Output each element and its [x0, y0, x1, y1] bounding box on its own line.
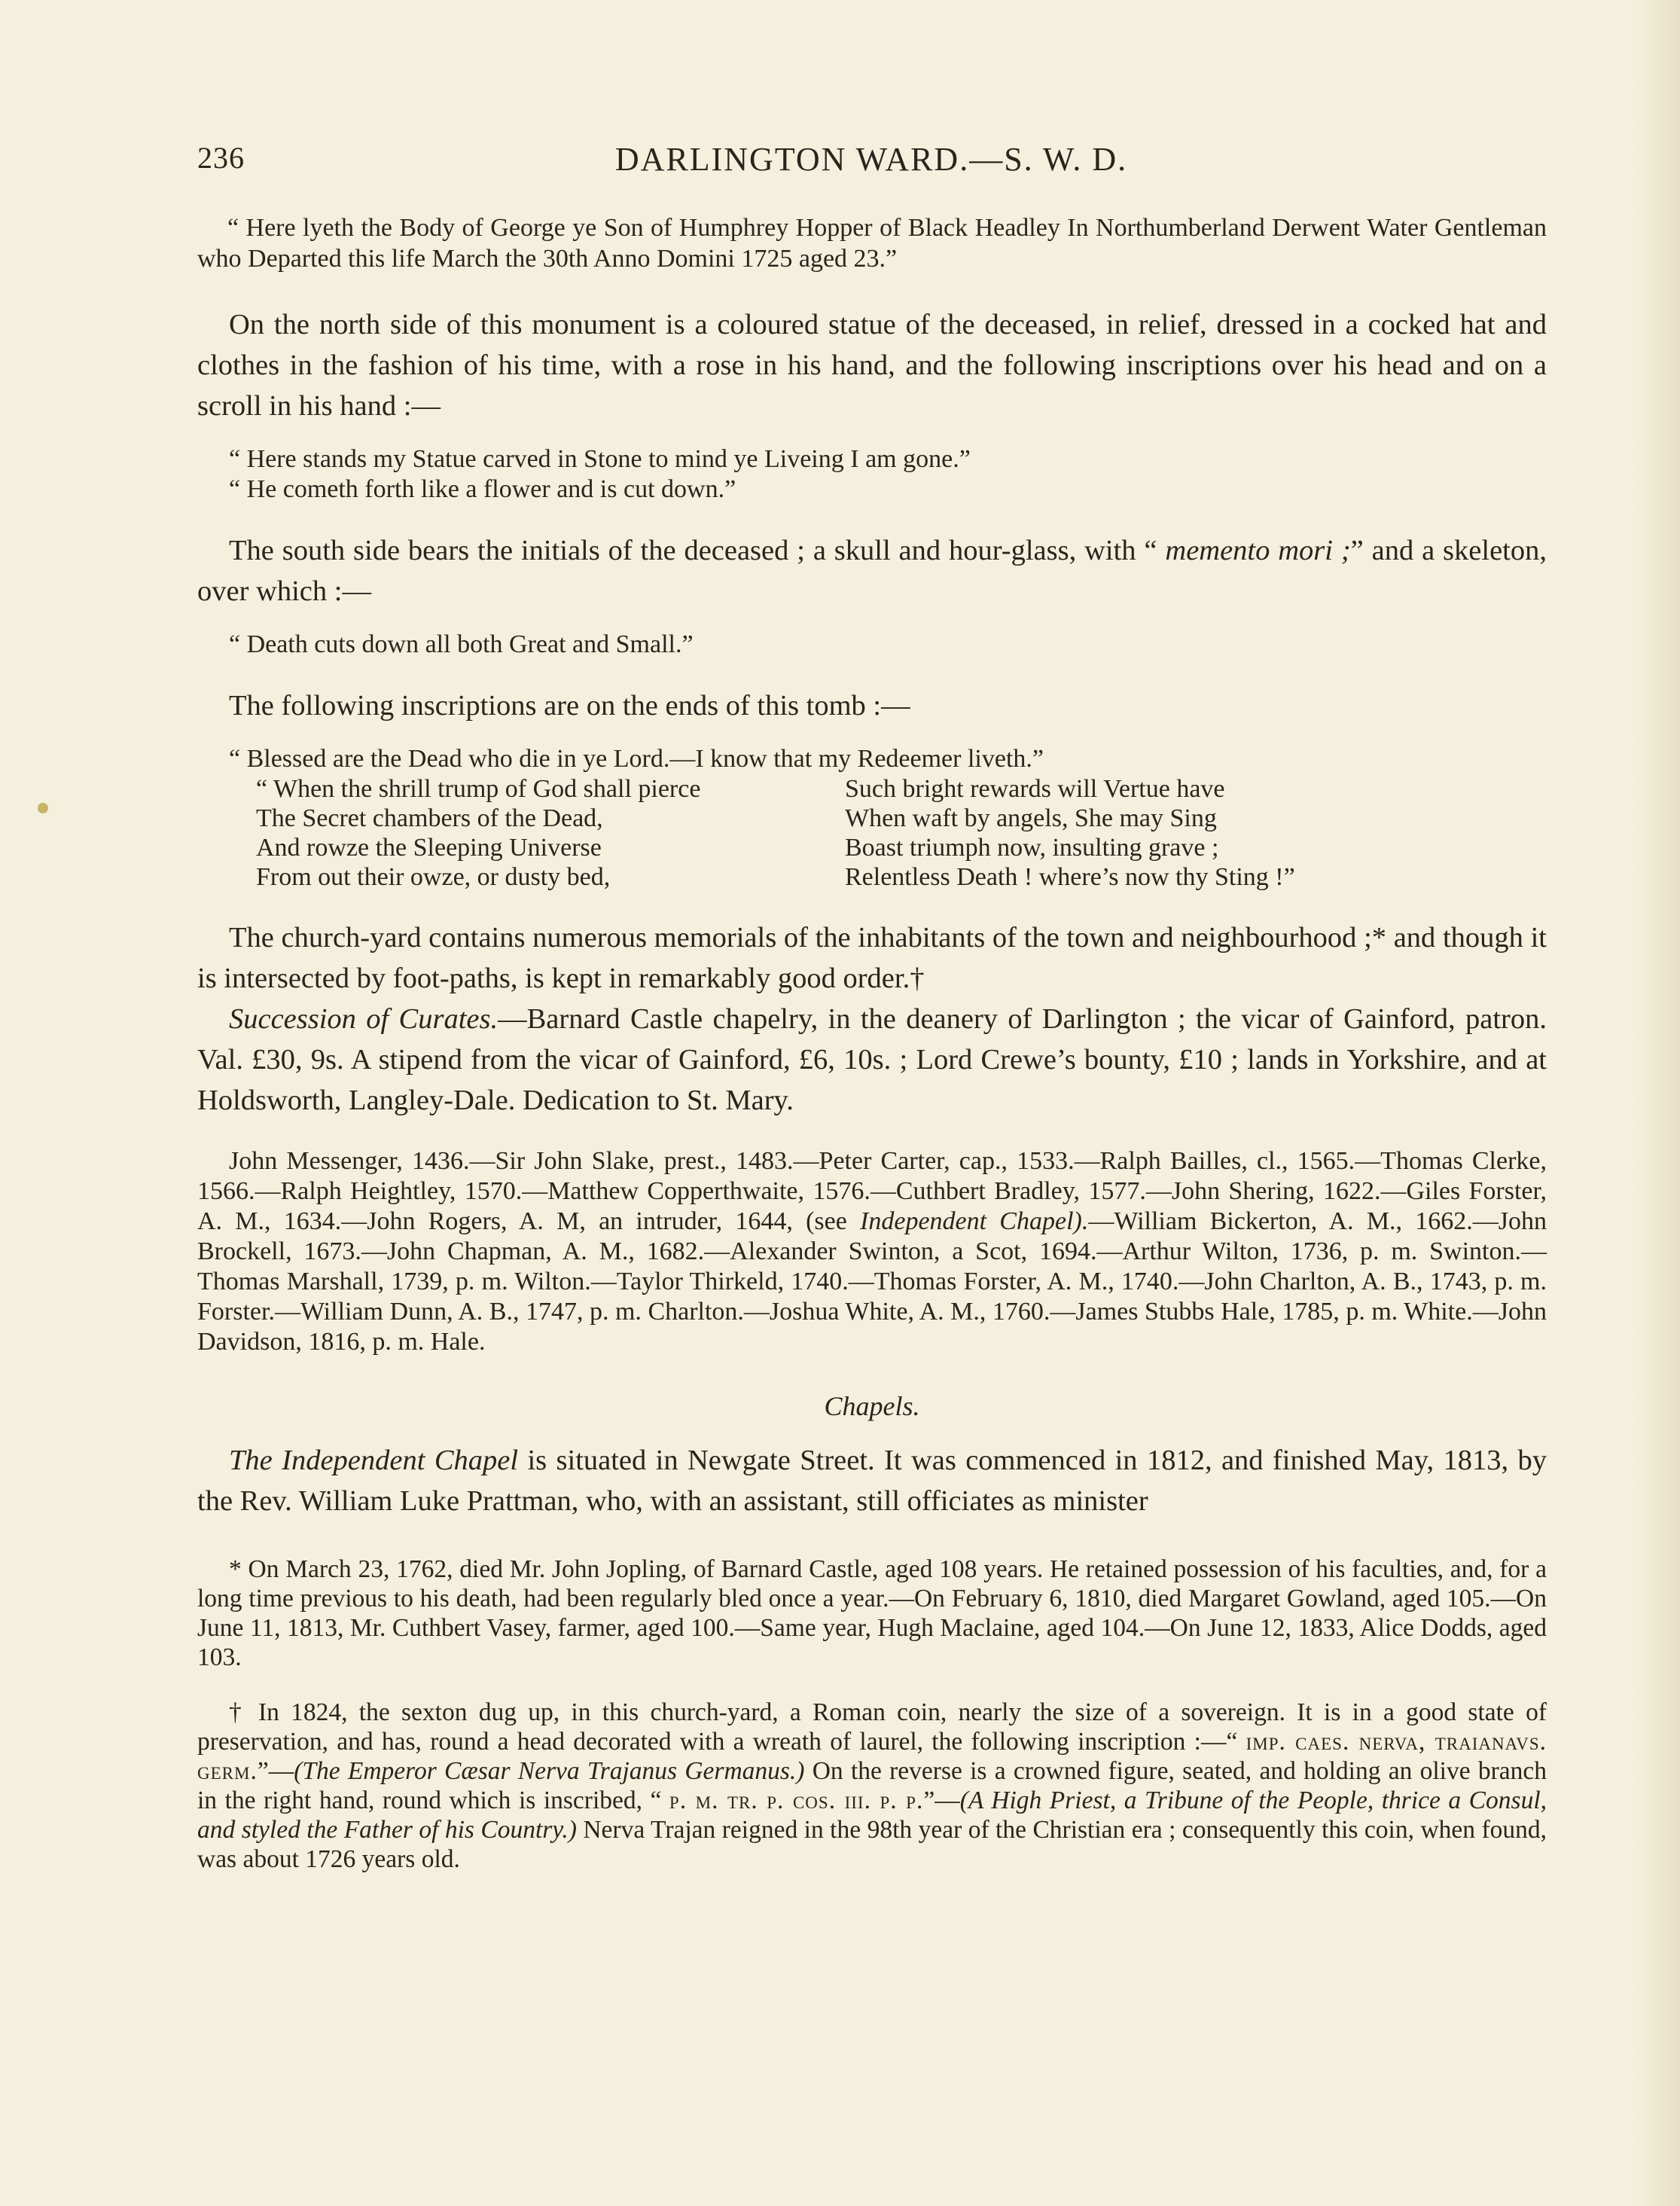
footnote-dagger	[197, 1698, 1547, 1874]
page-header	[197, 140, 1545, 185]
verse-columns	[197, 774, 1547, 892]
paragraph-independent-chapel	[197, 1440, 1547, 1521]
verse-line: From out their owze, or dusty bed,	[256, 863, 611, 891]
fn-text-b: ”—	[257, 1757, 294, 1785]
footnote-star: * On March 23, 1762, died Mr. John Jopling, of Barnard Castle, aged 108 years. He retained possession of his faculties, and, for a long time previous to his death, had been regularly bled once a year.—On February 6, 1810, died Margaret Gowland, aged 105.—On June 11, 1813, Mr. Cuthbert Vasey, farmer, aged 100.—Same year, Hugh Maclaine, aged 104.—On June 12, 1833, Alice Dodds, aged 103.	[197, 1555, 1547, 1671]
fn-coin-reverse: p. m. tr. p. cos. iii. p. p.	[669, 1786, 924, 1814]
verse-line: Relentless Death ! where’s now thy Sting !”	[845, 863, 1295, 891]
fn-translation-1: (The Emperor Cæsar Nerva Trajanus Germanus.)	[294, 1757, 805, 1785]
verse-line: The Secret chambers of the Dead,	[256, 804, 603, 832]
south-text-a: The south side bears the initials of the deceased ; a skull and hour-glass, with “	[229, 535, 1166, 566]
fn-text-a: † In 1824, the sexton dug up, in this church-yard, a Roman coin, nearly the size of a sovereign. It is in a good state of preservation, and has, round a head decorated with a wreath of laurel, the following inscription :—“	[197, 1698, 1547, 1756]
paragraph-churchyard: The church-yard contains numerous memorials of the inhabitants of the town and neighbourhood ;* and though it is intersected by foot-paths, is kept in remarkably good order.†	[197, 922, 1547, 994]
fn-text-d: ”—	[923, 1786, 960, 1814]
chapels-heading: Chapels.	[824, 1391, 920, 1421]
hopper-inscription: “ Here lyeth the Body of George ye Son of Humphrey Hopper of Black Headley In Northumberland Derwent Water Gentleman who Departed this life March the 30th Anno Domini 1725 aged 23.”	[197, 214, 1547, 273]
south-text-italic: memento mori ;	[1165, 535, 1351, 566]
independent-chapel-italic: The Independent Chapel	[229, 1445, 519, 1476]
south-inscription: “ Death cuts down all both Great and Small.”	[229, 630, 694, 658]
curates-list-a: John Messenger, 1436.—Sir John Slake, prest., 1483.—Peter Carter, cap., 1533.—Ralph Bailles, cl., 1565.—Thomas Clerke, 1566.—Ralph Heightley, 1570.—Matthew Copperthwaite, 1576.—Cuthbert Bradley, 1577.—John Shering, 1622.—Giles Forster, A. M., 1634.—John Rogers, A. M, an intruder, 1644, (see	[197, 1147, 1547, 1235]
running-title: DARLINGTON WARD.—S. W. D.	[614, 141, 1128, 178]
paragraph-north-side: On the north side of this monument is a coloured statue of the deceased, in relief, dressed in a cocked hat and clothes in the fashion of his time, with a rose in his hand, and the following inscriptions over his head and on a scroll in his hand :—	[197, 309, 1547, 422]
paragraph-south-side	[197, 530, 1547, 612]
curates-list-italic: Independent Chapel).	[860, 1207, 1089, 1235]
ends-inscription-first: “ Blessed are the Dead who die in ye Lord.—I know that my Redeemer liveth.”	[229, 745, 1044, 773]
paragraph-curates	[197, 999, 1547, 1121]
verse-right-column	[845, 774, 1547, 892]
page-edge-shadow	[1635, 0, 1680, 2206]
verse-line: Such bright rewards will Vertue have	[845, 775, 1225, 803]
verse-line: “ When the shrill trump of God shall pierce	[256, 775, 701, 803]
fn-text-e: Nerva Trajan reigned in the 98th year of the Christian era ; consequently this coin, when found, was about 1726 years old.	[197, 1816, 1547, 1873]
verse-left-column	[197, 774, 845, 892]
curates-heading: Succession of Curates.	[229, 1003, 499, 1035]
paragraph-ends: The following inscriptions are on the ends of this tomb :—	[229, 690, 910, 722]
margin-spot	[38, 803, 48, 813]
curates-list	[197, 1146, 1547, 1357]
south-text-b: ” and a skeleton, over which :—	[197, 535, 1547, 607]
fn-text-c: On the reverse is a crowned figure, seated, and holding an olive branch in the right hand, round which is inscribed, “	[197, 1757, 1547, 1814]
independent-chapel-text: is situated in Newgate Street. It was commenced in 1812, and finished May, 1813, by the Rev. William Luke Prattman, who, with an assistant, still officiates as minister	[197, 1445, 1547, 1517]
page-body	[197, 212, 1547, 1874]
north-inscription-2: “ He cometh forth like a flower and is cut down.”	[229, 475, 736, 503]
verse-line: When waft by angels, She may Sing	[845, 804, 1217, 832]
curates-text: —Barnard Castle chapelry, in the deanery of Darlington ; the vicar of Gainford, patron. Val. £30, 9s. A stipend from the vicar of Gainford, £6, 10s. ; Lord Crewe’s bounty, £10 ; lands in Yorkshire, and at Holdsworth, Langley-Dale. Dedication to St. Mary.	[197, 1003, 1547, 1116]
fn-coin-obverse: imp. caes. nerva, traianavs. germ.	[197, 1728, 1547, 1785]
verse-line: And rowze the Sleeping Universe	[256, 834, 602, 862]
north-inscription-1: “ Here stands my Statue carved in Stone to mind ye Liveing I am gone.”	[229, 445, 971, 473]
curates-list-b: —William Bickerton, A. M., 1662.—John Brockell, 1673.—John Chapman, A. M., 1682.—Alexander Swinton, a Scot, 1694.—Arthur Wilton, 1736, p. m. Swinton.—Thomas Marshall, 1739, p. m. Wilton.—Taylor Thirkeld, 1740.—Thomas Forster, A. M., 1740.—John Charlton, A. B., 1743, p. m. Forster.—William Dunn, A. B., 1747, p. m. Charlton.—Joshua White, A. M., 1760.—James Stubbs Hale, 1785, p. m. White.—John Davidson, 1816, p. m. Hale.	[197, 1207, 1547, 1356]
verse-line: Boast triumph now, insulting grave ;	[845, 834, 1219, 862]
page-number: 236	[197, 141, 245, 175]
fn-translation-2: (A High Priest, a Tribune of the People, thrice a Consul, and styled the Father of his Country.)	[197, 1786, 1547, 1844]
